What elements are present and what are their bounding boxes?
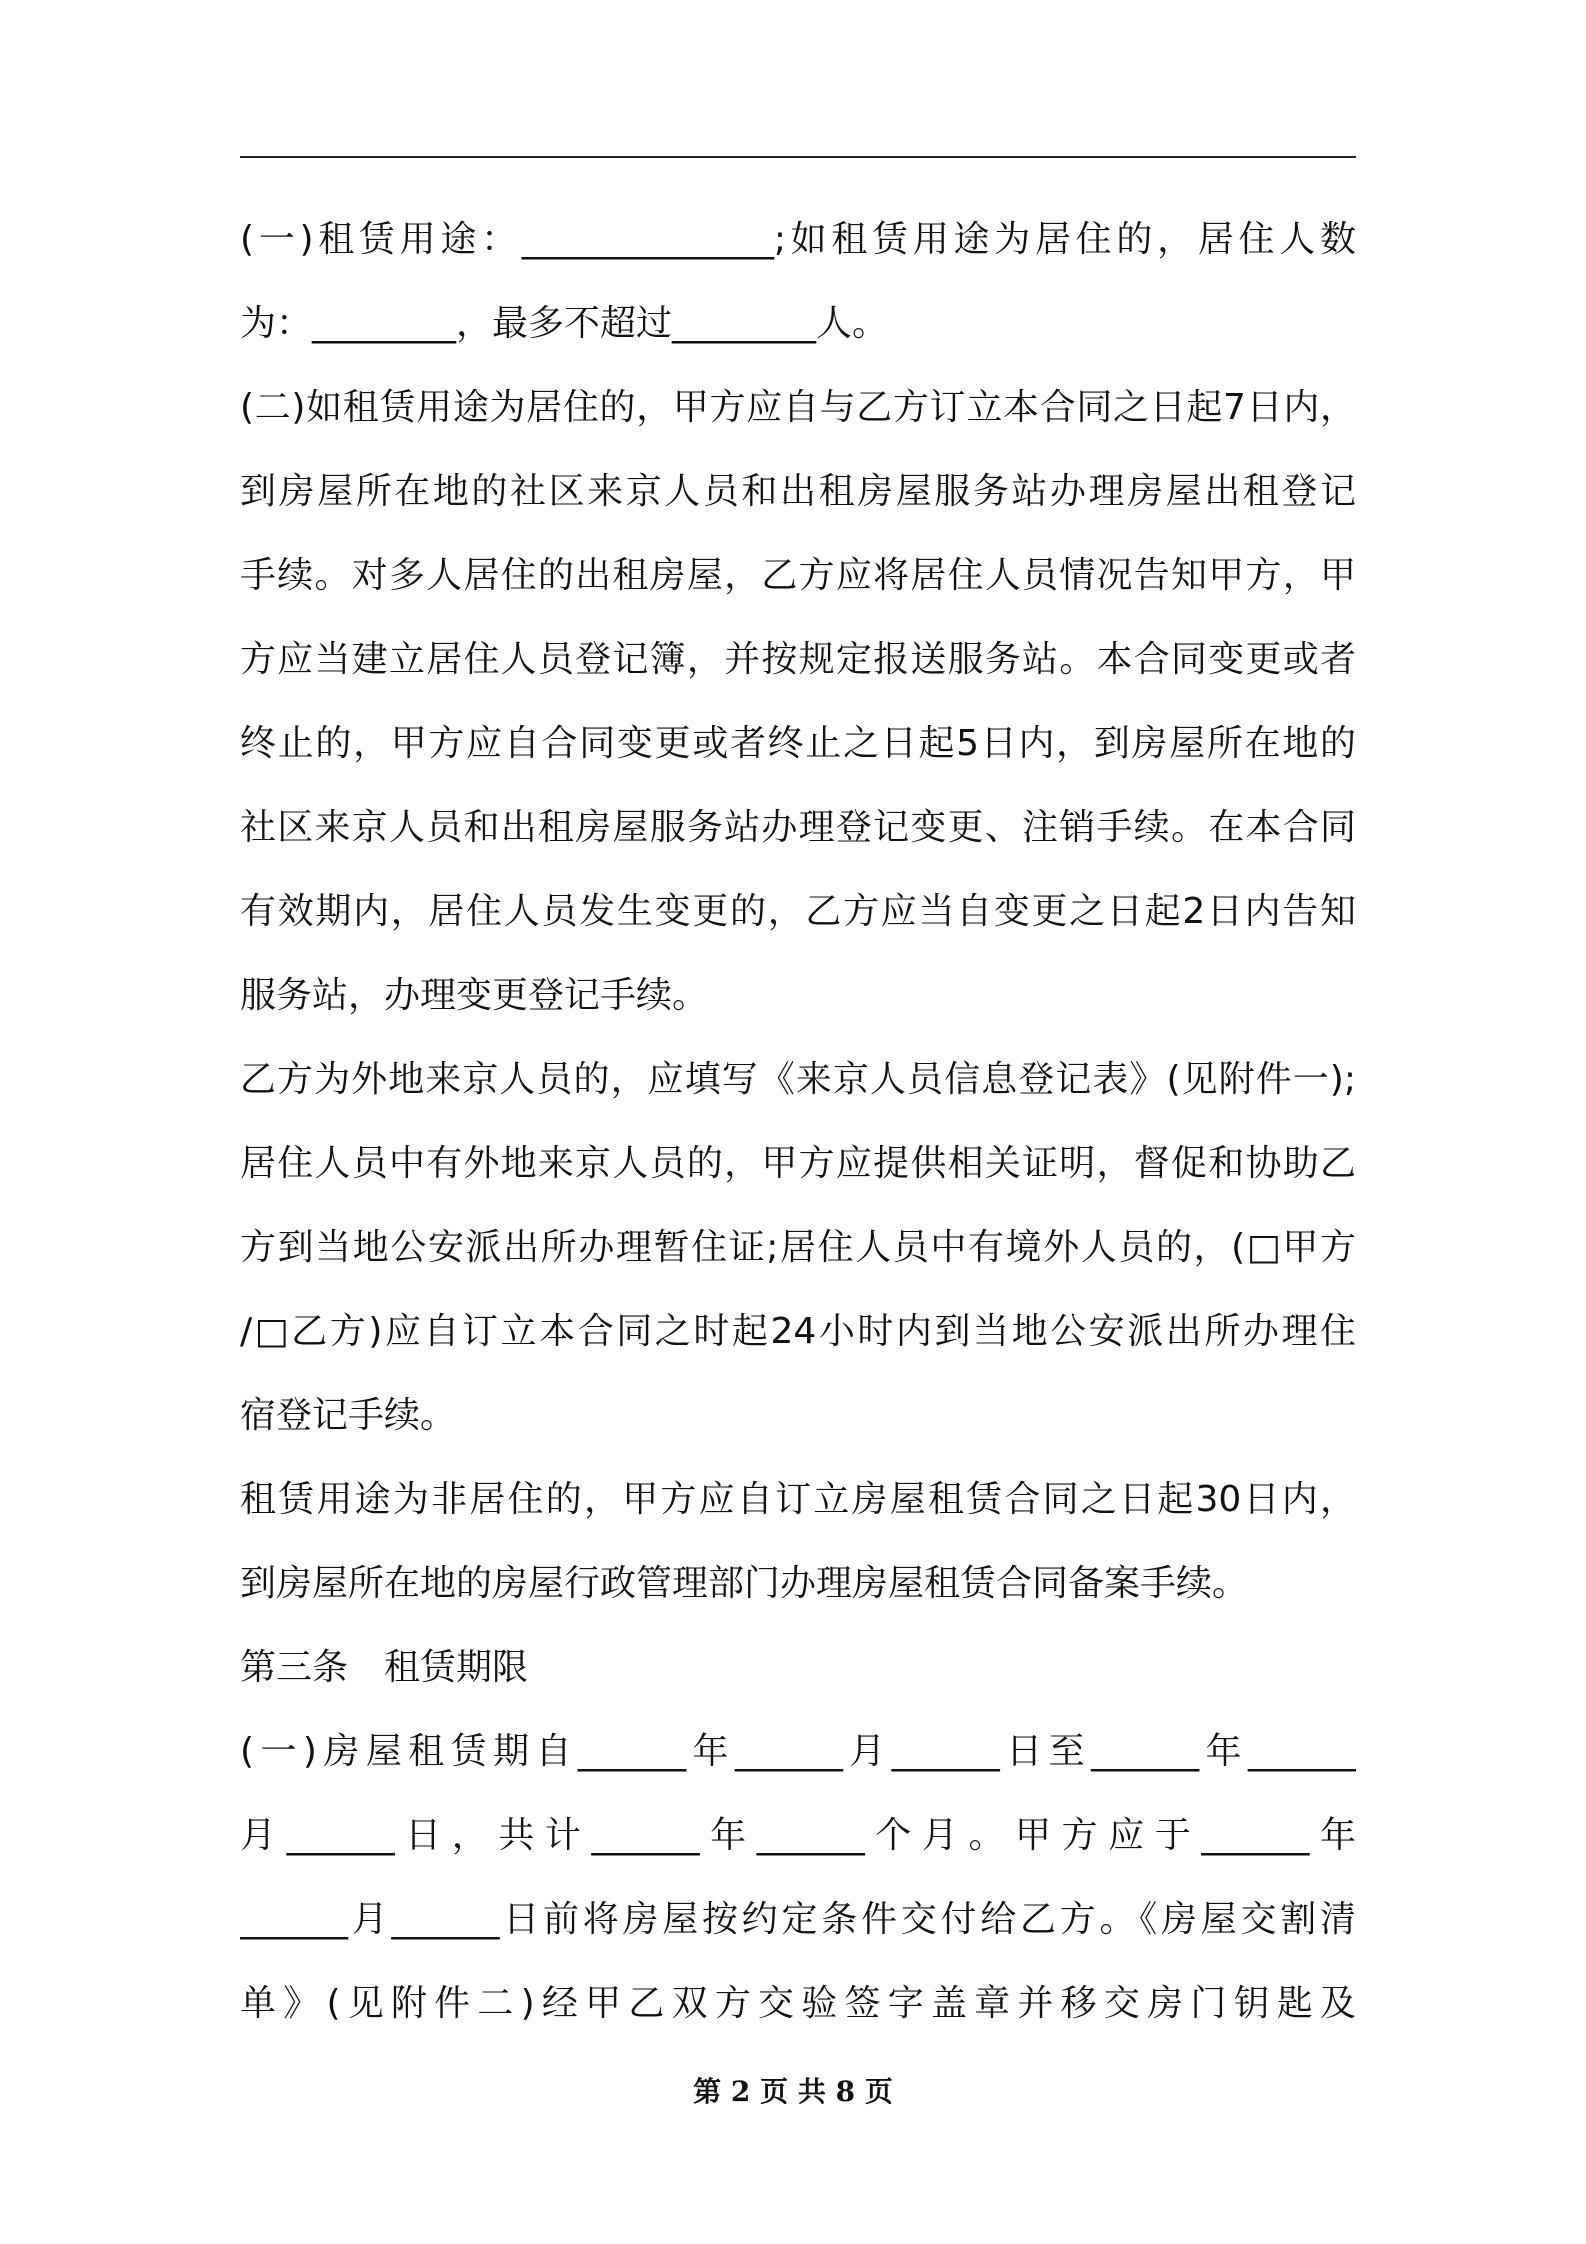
text-line: (一)租赁用途：______________;如租赁用途为居住的，居住人数 (240, 219, 1356, 260)
header-rule (240, 156, 1356, 158)
document-body (240, 198, 1356, 2046)
text-line: /□乙方)应自订立本合同之时起24小时内到当地公安派出所办理住 (240, 1311, 1356, 1352)
text-line: (一)房屋租赁期自______年______月______日至______年______ (240, 1731, 1356, 1772)
text-line: 社区来京人员和出租房屋服务站办理登记变更、注销手续。在本合同 (240, 807, 1356, 848)
text-line: (二)如租赁用途为居住的，甲方应自与乙方订立本合同之日起7日内， (240, 387, 1356, 428)
text-line: 租赁用途为非居住的，甲方应自订立房屋租赁合同之日起30日内， (240, 1479, 1356, 1520)
text-line: 到房屋所在地的社区来京人员和出租房屋服务站办理房屋出租登记 (240, 471, 1356, 512)
text-line: 单》(见附件二)经甲乙双方交验签字盖章并移交房门钥匙及 (240, 1983, 1356, 2024)
text-line: 为：________，最多不超过________人。 (240, 303, 889, 344)
text-line: 到房屋所在地的房屋行政管理部门办理房屋租赁合同备案手续。 (240, 1563, 1249, 1604)
text-line: 方应当建立居住人员登记簿，并按规定报送服务站。本合同变更或者 (240, 639, 1356, 680)
text-line: 月______日，共计______年______个月。甲方应于______年 (240, 1815, 1356, 1856)
text-line: 方到当地公安派出所办理暂住证;居住人员中有境外人员的，(□甲方 (240, 1227, 1356, 1268)
page-number: 第 2 页 共 8 页 (693, 2075, 893, 2108)
text-line: 有效期内，居住人员发生变更的，乙方应当自变更之日起2日内告知 (240, 891, 1356, 932)
section-heading: 第三条 租赁期限 (240, 1647, 529, 1688)
text-line: 手续。对多人居住的出租房屋，乙方应将居住人员情况告知甲方，甲 (240, 555, 1356, 596)
text-line: 终止的，甲方应自合同变更或者终止之日起5日内，到房屋所在地的 (240, 723, 1356, 764)
text-line: 乙方为外地来京人员的，应填写《来京人员信息登记表》(见附件一); (240, 1059, 1356, 1100)
text-line: 宿登记手续。 (240, 1395, 457, 1436)
text-line: ______月______日前将房屋按约定条件交付给乙方。《房屋交割清 (240, 1899, 1356, 1940)
text-line: 居住人员中有外地来京人员的，甲方应提供相关证明，督促和协助乙 (240, 1143, 1356, 1184)
text-line: 服务站，办理变更登记手续。 (240, 975, 709, 1016)
